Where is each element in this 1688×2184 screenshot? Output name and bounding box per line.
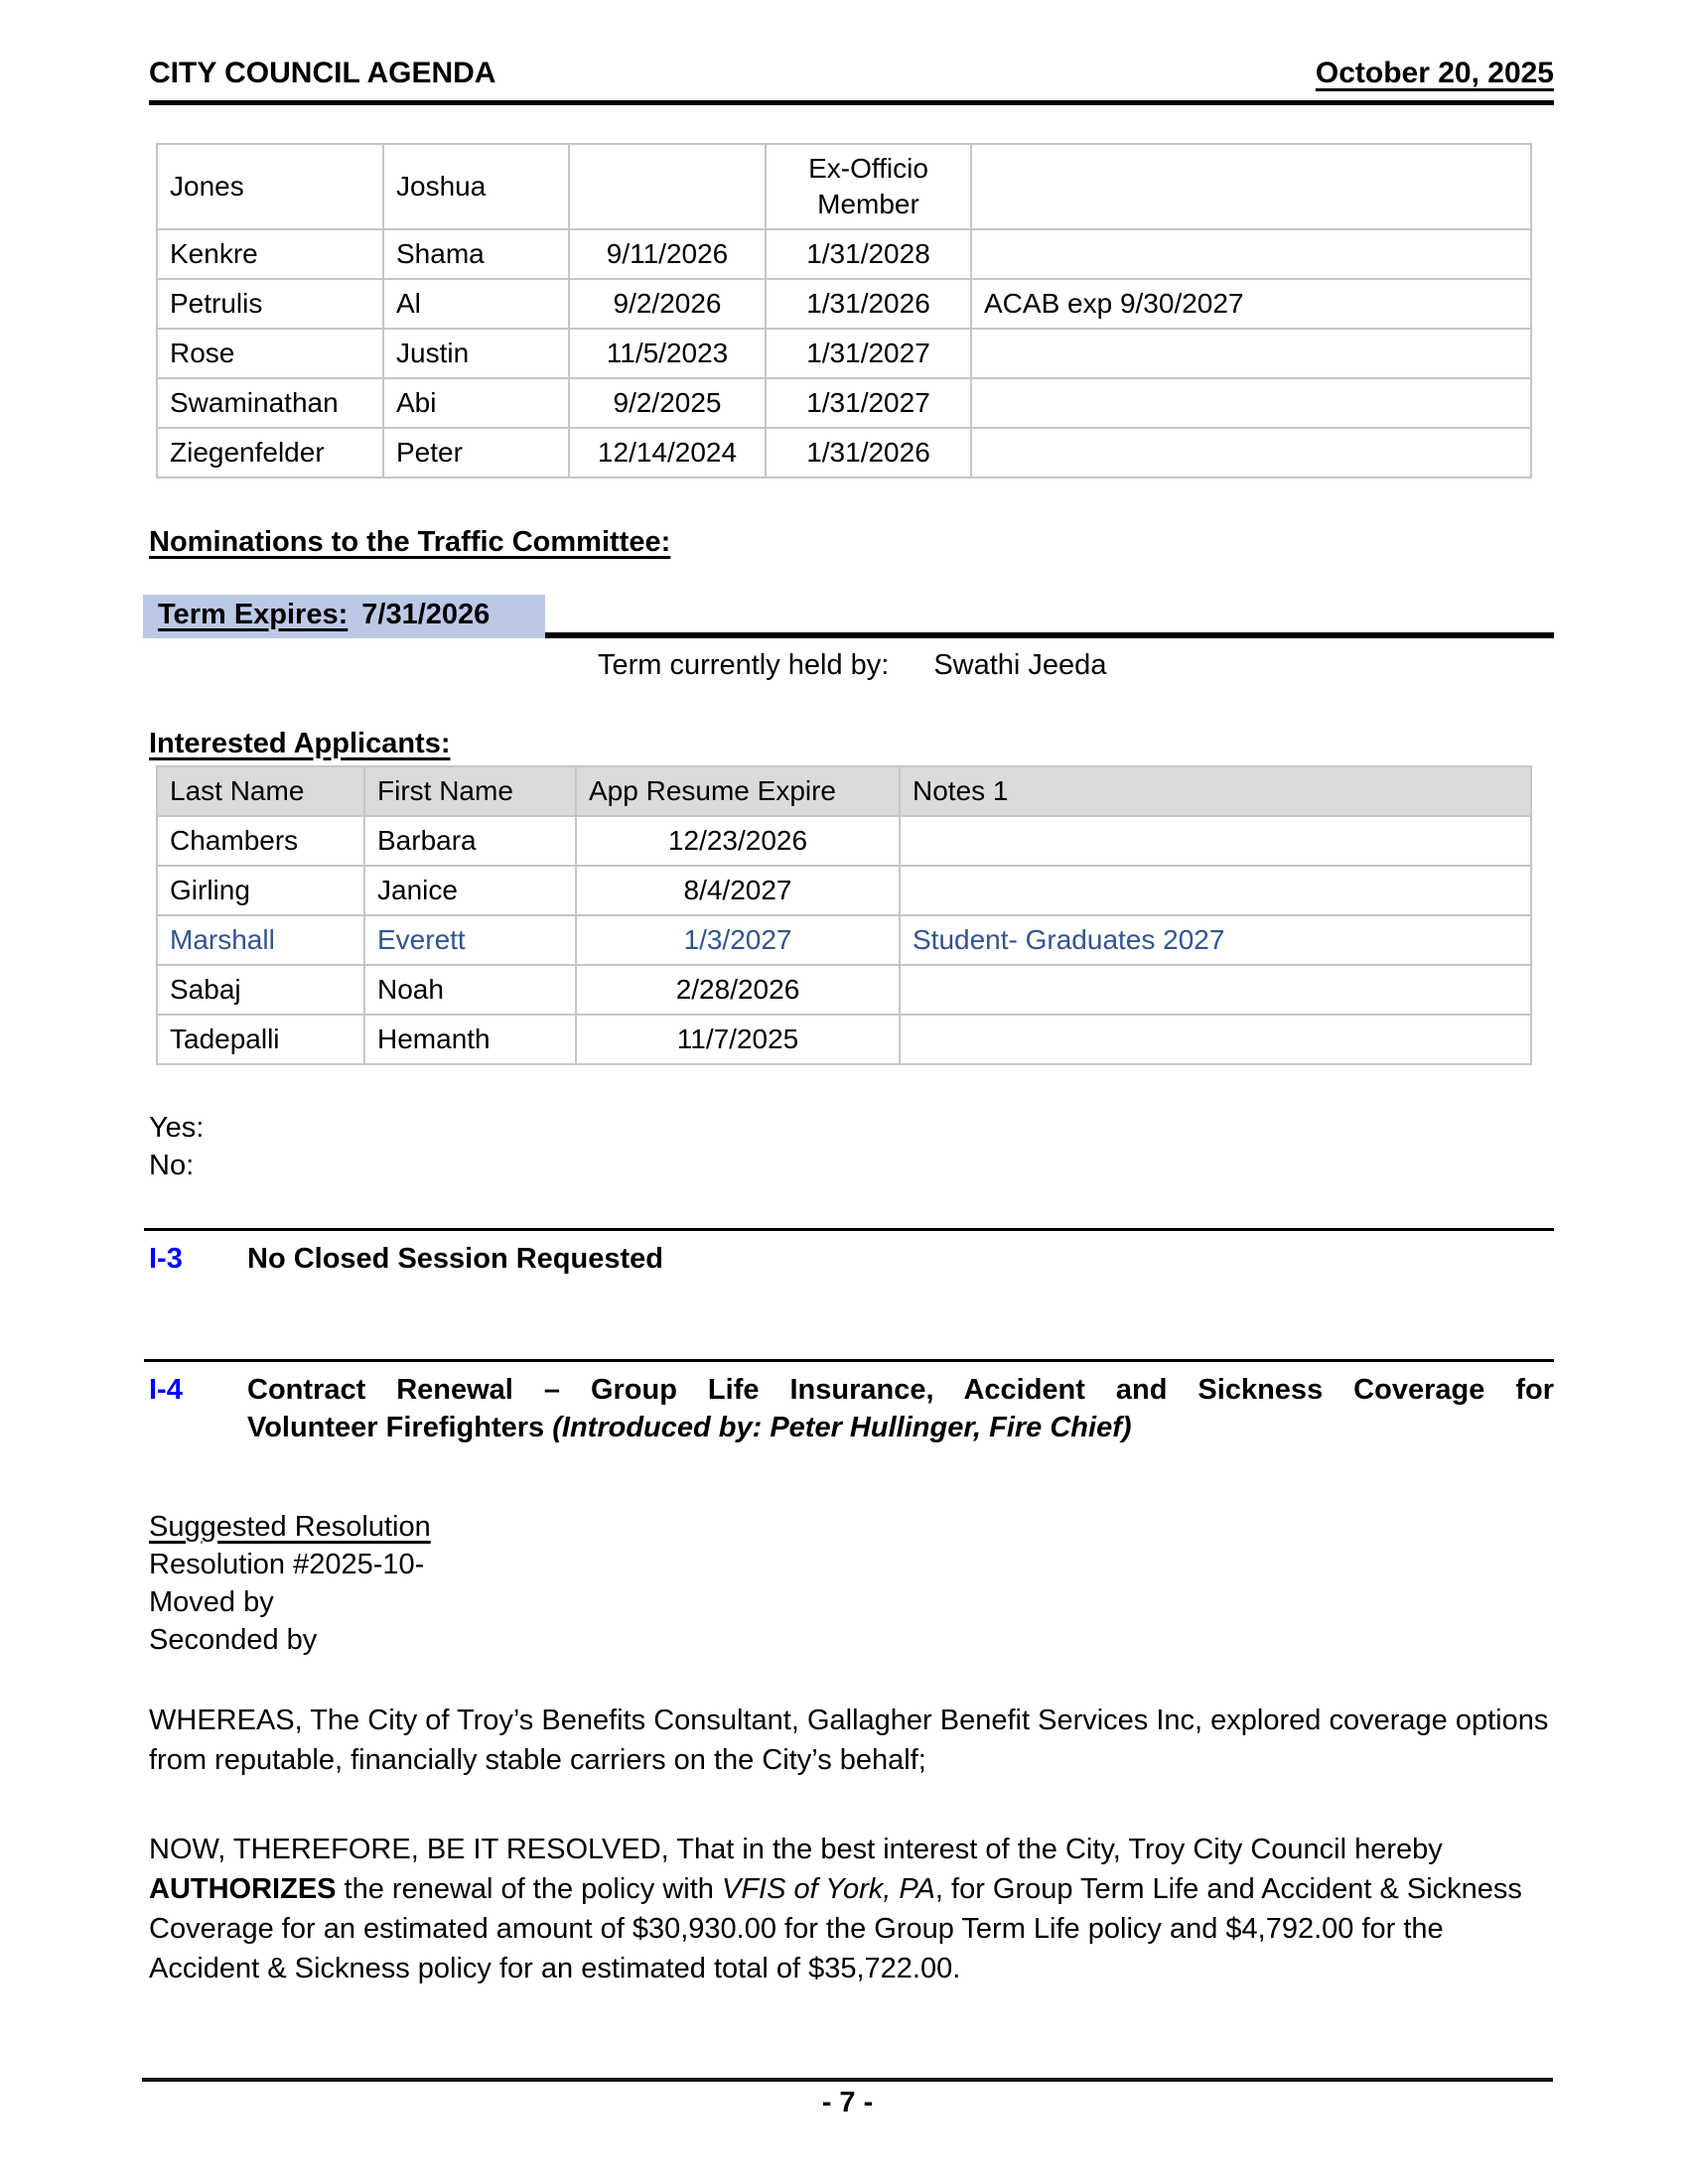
agenda-item-i3-title: No Closed Session Requested (247, 1243, 663, 1275)
nominations-heading-colon: : (660, 526, 671, 558)
applicant-cell-first: Noah (364, 965, 576, 1015)
suggested-resolution-block (149, 1508, 1554, 1659)
seconded-by-line: Seconded by (149, 1624, 318, 1656)
committee-cell-last: Petrulis (157, 279, 383, 329)
agenda-item-i4 (149, 1371, 1554, 1446)
applicant-cell-last: Tadepalli (157, 1015, 364, 1064)
committee-cell-term: 1/31/2026 (766, 279, 971, 329)
resolved-vendor: VFIS of York, PA (721, 1873, 935, 1905)
committee-cell-notes (971, 378, 1531, 428)
committee-table (156, 143, 1532, 478)
vote-yes-label: Yes: (149, 1112, 205, 1144)
committee-row (157, 378, 1531, 428)
agenda-item-i3 (149, 1240, 1554, 1278)
committee-cell-notes: ACAB exp 9/30/2027 (971, 279, 1531, 329)
applicants-table (156, 765, 1532, 1065)
agenda-item-i4-title-line1: Contract Renewal – Group Life Insurance, Accident and Sickness Coverage for (247, 1374, 1554, 1406)
applicants-column-header: Notes 1 (900, 766, 1531, 816)
resolved-text-1: NOW, THEREFORE, BE IT RESOLVED, That in the best interest of the City, Troy City Council hereby (149, 1834, 1443, 1865)
committee-cell-last: Kenkre (157, 229, 383, 279)
applicant-cell-last: Marshall (157, 915, 364, 965)
applicant-row (157, 816, 1531, 866)
applicant-cell-expire: 11/7/2025 (576, 1015, 900, 1064)
applicant-cell-first: Hemanth (364, 1015, 576, 1064)
committee-cell-app_date: 11/5/2023 (569, 329, 766, 378)
section-divider (144, 1228, 1554, 1231)
applicants-column-header: App Resume Expire (576, 766, 900, 816)
applicant-cell-notes (900, 866, 1531, 915)
applicant-cell-last: Girling (157, 866, 364, 915)
applicants-column-header: First Name (364, 766, 576, 816)
applicants-table-body (157, 816, 1531, 1064)
committee-cell-first: Shama (383, 229, 569, 279)
committee-cell-term: 1/31/2028 (766, 229, 971, 279)
applicant-cell-first: Janice (364, 866, 576, 915)
applicant-cell-first: Barbara (364, 816, 576, 866)
committee-cell-last: Ziegenfelder (157, 428, 383, 478)
section-divider (144, 1359, 1554, 1362)
applicants-column-header: Last Name (157, 766, 364, 816)
agenda-item-i4-title (247, 1371, 1554, 1446)
suggested-resolution-label: Suggested Resolution (149, 1511, 431, 1543)
committee-cell-app_date: 9/2/2026 (569, 279, 766, 329)
applicant-cell-notes: Student- Graduates 2027 (900, 915, 1531, 965)
committee-cell-app_date (569, 144, 766, 229)
term-held-by-row (598, 646, 1554, 684)
applicant-cell-notes (900, 1015, 1531, 1064)
applicant-cell-expire: 8/4/2027 (576, 866, 900, 915)
agenda-item-i3-id: I-3 (149, 1243, 183, 1275)
term-expires-row (149, 595, 1554, 638)
document-header (149, 57, 1554, 105)
i4-title-line2-introduced-by: (Introduced by: Peter Hullinger, Fire Chief) (552, 1412, 1132, 1443)
committee-cell-last: Rose (157, 329, 383, 378)
resolved-text-2: the renewal of the policy with (336, 1873, 722, 1905)
applicant-cell-first: Everett (364, 915, 576, 965)
page-footer (142, 2078, 1553, 2119)
nominations-heading-text: Nominations to the Traffic Committee (149, 526, 661, 558)
committee-cell-term: 1/31/2027 (766, 378, 971, 428)
applicant-cell-notes (900, 816, 1531, 866)
resolved-authorizes: AUTHORIZES (149, 1873, 337, 1905)
committee-cell-app_date: 9/11/2026 (569, 229, 766, 279)
committee-table-body (157, 144, 1531, 478)
applicant-cell-expire: 12/23/2026 (576, 816, 900, 866)
resolved-text-3: , for Group Term Life and Accident & Sickness Coverage for an estimated amount of $30,930.00 for the Group Term Life policy and $4,792.00 for the Accident & Sickness policy for an estimated total of $35,722.00. (149, 1873, 1522, 1984)
header-date: October 20, 2025 (1315, 57, 1554, 89)
vote-block (149, 1109, 1554, 1184)
applicant-cell-expire: 1/3/2027 (576, 915, 900, 965)
term-held-by-label: Term currently held by: (598, 649, 890, 681)
committee-cell-first: Justin (383, 329, 569, 378)
page-title: CITY COUNCIL AGENDA (149, 57, 496, 89)
applicant-cell-last: Sabaj (157, 965, 364, 1015)
committee-cell-notes (971, 428, 1531, 478)
agenda-item-i4-title-line2 (247, 1409, 1554, 1446)
applicant-cell-last: Chambers (157, 816, 364, 866)
committee-cell-first: Joshua (383, 144, 569, 229)
committee-cell-notes (971, 229, 1531, 279)
committee-cell-last: Swaminathan (157, 378, 383, 428)
committee-cell-first: Peter (383, 428, 569, 478)
whereas-paragraph: WHEREAS, The City of Troy’s Benefits Consultant, Gallagher Benefit Services Inc, explored coverage options from reputable, financially stable carriers on the City’s behalf; (149, 1705, 1549, 1776)
committee-cell-app_date: 12/14/2024 (569, 428, 766, 478)
committee-cell-notes (971, 329, 1531, 378)
applicant-row (157, 915, 1531, 965)
committee-row (157, 279, 1531, 329)
i4-title-line2-bold: Volunteer Firefighters (247, 1412, 553, 1443)
applicant-cell-notes (900, 965, 1531, 1015)
applicant-cell-expire: 2/28/2026 (576, 965, 900, 1015)
committee-cell-term: Ex-Officio Member (766, 144, 971, 229)
agenda-item-i4-id: I-4 (149, 1374, 183, 1406)
committee-cell-last: Jones (157, 144, 383, 229)
committee-row (157, 229, 1531, 279)
nominations-heading (149, 526, 1554, 559)
resolution-number: Resolution #2025-10- (149, 1549, 425, 1580)
term-expires-value: 7/31/2026 (361, 599, 491, 630)
committee-row (157, 329, 1531, 378)
applicants-heading: Interested Applicants: (149, 728, 451, 759)
committee-row (157, 144, 1531, 229)
applicants-header-row (157, 766, 1531, 816)
resolved-paragraph (149, 1830, 1554, 1988)
committee-cell-term: 1/31/2026 (766, 428, 971, 478)
term-held-by-value: Swathi Jeeda (933, 649, 1107, 681)
committee-cell-app_date: 9/2/2025 (569, 378, 766, 428)
term-expires-label: Term Expires: (158, 599, 349, 630)
vote-no-label: No: (149, 1150, 195, 1181)
applicant-row (157, 965, 1531, 1015)
applicant-row (157, 866, 1531, 915)
term-expires-highlight (143, 595, 545, 638)
term-expires-rule (545, 632, 1554, 638)
committee-cell-first: Abi (383, 378, 569, 428)
committee-row (157, 428, 1531, 478)
committee-cell-first: Al (383, 279, 569, 329)
applicant-row (157, 1015, 1531, 1064)
committee-cell-term: 1/31/2027 (766, 329, 971, 378)
moved-by-line: Moved by (149, 1586, 274, 1618)
committee-cell-notes (971, 144, 1531, 229)
page-number: - 7 - (821, 2087, 874, 2118)
